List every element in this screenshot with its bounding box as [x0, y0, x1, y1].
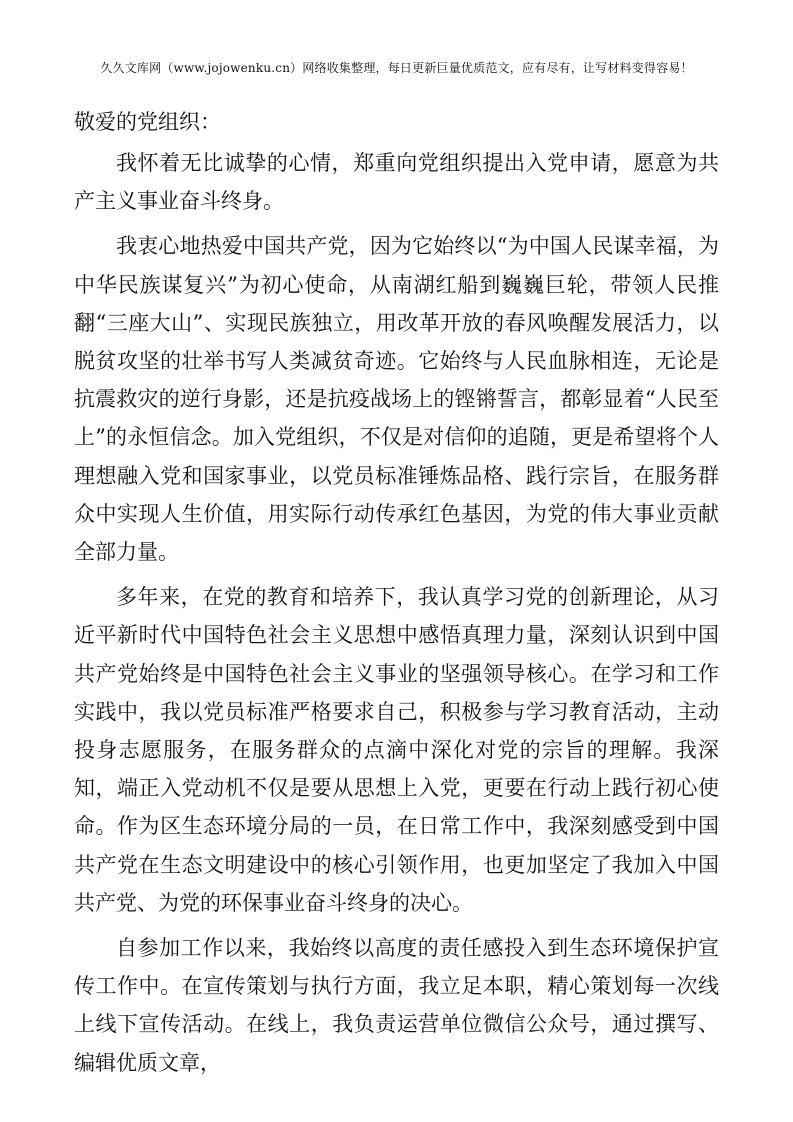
paragraph-3: 多年来，在党的教育和培养下，我认真学习党的创新理论，从习近平新时代中国特色社会主义思想中感悟真理力量，深刻认识到中国共产党始终是中国特色社会主义事业的坚强领导核心。在学习和工作实践中，我以党员标准严格要求自己，积极参与学习教育活动，主动投身志愿服务，在服务群众的点滴中深化对党的宗旨的理解。我深知，端正入党动机不仅是要从思想上入党，更要在行动上践行初心使命。作为区生态环境分局的一员，在日常工作中，我深刻感受到中国共产党在生态文明建设中的核心引领作用，也更加坚定了我加入中国共产党、为党的环保事业奋斗终身的决心。	[74, 585, 719, 915]
paragraph-2: 我衷心地热爱中国共产党，因为它始终以“为中国人民谋幸福，为中华民族谋复兴”为初心使命，从南湖红船到巍巍巨轮，带领人民推翻“三座大山”、实现民族独立，用改革开放的春风唤醒发展活力，以脱贫攻坚的壮举书写人类减贫奇迹。它始终与人民血脉相连，无论是抗震救灾的逆行身影，还是抗疫战场上的铿锵誓言，都彰显着“人民至上”的永恒信念。加入党组织，不仅是对信仰的追随，更是希望将个人理想融入党和国家事业，以党员标准锤炼品格、践行宗旨，在服务群众中实现人生价值，用实际行动传承红色基因，为党的伟大事业贡献全部力量。	[74, 234, 719, 565]
salutation: 敬爱的党组织：	[74, 110, 221, 134]
application-letter	[74, 103, 719, 1089]
site-header-note: 久久文库网（www.jojowenku.cn）网络收集整理，每日更新巨量优质范文，应有尽有，让写材料变得容易！	[100, 61, 693, 75]
paragraph-1: 我怀着无比诚挚的心情，郑重向党组织提出入党申请，愿意为共产主义事业奋斗终身。	[74, 151, 719, 214]
paragraph-4: 自参加工作以来，我始终以高度的责任感投入到生态环境保护宣传工作中。在宣传策划与执行方面，我立足本职，精心策划每一次线上线下宣传活动。在线上，我负责运营单位微信公众号，通过撰写、编辑优质文章，	[74, 936, 719, 1075]
